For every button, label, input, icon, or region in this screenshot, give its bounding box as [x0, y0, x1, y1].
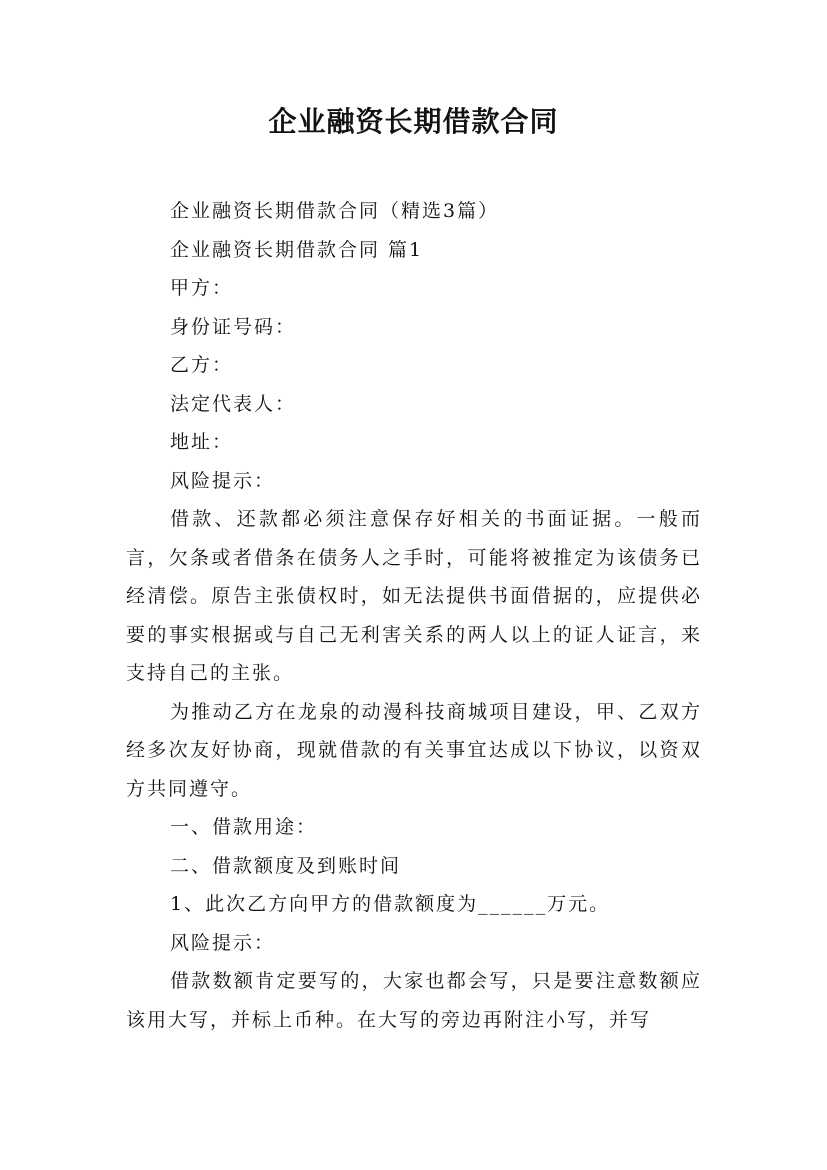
- amount-notice-paragraph: 借款数额肯定要写的，大家也都会写，只是要注意数额应该用大写，并标上币种。在大写的旁边再附注小写，并写: [126, 970, 702, 1031]
- risk-notice-paragraph: 借款、还款都必须注意保存好相关的书面证据。一般而言，欠条或者借条在债务人之手时，可能将被推定为该债务已经清偿。原告主张债权时，如无法提供书面借据的，应提供必要的事实根据或与自己无利害关系的两人以上的证人证言，来支持自己的主张。: [126, 508, 702, 684]
- party-a-label: 甲方：: [170, 277, 234, 299]
- document-title: 企业融资长期借款合同: [268, 105, 559, 138]
- subtitle-line: 企业融资长期借款合同（精选3篇）: [170, 200, 500, 222]
- section-loan-purpose: 一、借款用途：: [170, 816, 318, 838]
- party-b-label: 乙方：: [170, 354, 234, 376]
- purpose-paragraph: 为推动乙方在龙泉的动漫科技商城项目建设，甲、乙双方经多次友好协商，现就借款的有关事宜达成以下协议，以资双方共同遵守。: [126, 700, 702, 800]
- section-loan-amount: 二、借款额度及到账时间: [170, 854, 402, 877]
- id-number-label: 身份证号码：: [170, 315, 297, 338]
- risk-notice-label: 风险提示：: [170, 469, 276, 492]
- risk-notice-label-2: 风险提示：: [170, 931, 276, 954]
- chapter-heading: 企业融资长期借款合同 篇1: [170, 238, 424, 261]
- address-label: 地址：: [170, 431, 234, 453]
- clause-loan-amount: 1、此次乙方向甲方的借款额度为______万元。: [170, 893, 611, 915]
- document-body: [126, 192, 702, 1039]
- legal-representative-label: 法定代表人：: [170, 392, 297, 415]
